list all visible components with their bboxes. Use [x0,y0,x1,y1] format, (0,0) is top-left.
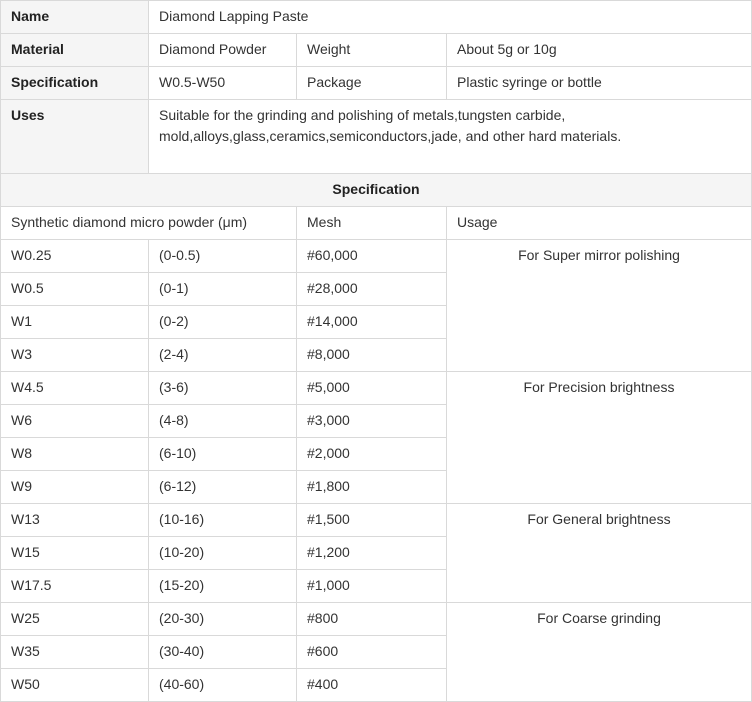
micron-range-cell: (4-8) [149,405,297,438]
spec-row [1,504,752,537]
usage-group-cell: For General brightness [447,504,752,603]
uses-row [1,100,752,174]
mesh-cell: #14,000 [297,306,447,339]
weight-label: Weight [297,34,447,67]
mesh-cell: #2,000 [297,438,447,471]
section-title: Specification [1,174,752,207]
mesh-cell: #8,000 [297,339,447,372]
micron-range-cell: (10-20) [149,537,297,570]
grade-cell: W13 [1,504,149,537]
package-label: Package [297,67,447,100]
mesh-cell: #400 [297,669,447,702]
name-row [1,1,752,34]
grade-cell: W25 [1,603,149,636]
uses-value: Suitable for the grinding and polishing of metals,tungsten carbide, mold,alloys,glass,ceramics,semiconductors,jade, and other hard materials. [149,100,752,174]
mesh-cell: #800 [297,603,447,636]
grade-cell: W3 [1,339,149,372]
grade-cell: W1 [1,306,149,339]
material-value: Diamond Powder [149,34,297,67]
column-header-row [1,207,752,240]
grade-cell: W0.25 [1,240,149,273]
grade-cell: W6 [1,405,149,438]
micron-range-cell: (2-4) [149,339,297,372]
mesh-cell: #5,000 [297,372,447,405]
micron-range-cell: (20-30) [149,603,297,636]
mesh-cell: #1,500 [297,504,447,537]
mesh-cell: #1,800 [297,471,447,504]
micron-range-cell: (6-10) [149,438,297,471]
mesh-cell: #1,200 [297,537,447,570]
mesh-cell: #1,000 [297,570,447,603]
micron-range-cell: (40-60) [149,669,297,702]
specification-value: W0.5-W50 [149,67,297,100]
grade-cell: W9 [1,471,149,504]
grade-cell: W4.5 [1,372,149,405]
micron-range-cell: (3-6) [149,372,297,405]
package-value: Plastic syringe or bottle [447,67,752,100]
section-header-row [1,174,752,207]
spec-row [1,372,752,405]
specification-label: Specification [1,67,149,100]
micron-range-cell: (6-12) [149,471,297,504]
column-header-usage: Usage [447,207,752,240]
weight-value: About 5g or 10g [447,34,752,67]
spec-rows [1,240,752,702]
spec-row [1,240,752,273]
micron-range-cell: (15-20) [149,570,297,603]
mesh-cell: #28,000 [297,273,447,306]
name-label: Name [1,1,149,34]
column-header-powder: Synthetic diamond micro powder (μm) [1,207,297,240]
mesh-cell: #3,000 [297,405,447,438]
specification-row [1,67,752,100]
spec-row [1,603,752,636]
uses-label: Uses [1,100,149,174]
column-header-mesh: Mesh [297,207,447,240]
micron-range-cell: (0-2) [149,306,297,339]
micron-range-cell: (0-0.5) [149,240,297,273]
micron-range-cell: (10-16) [149,504,297,537]
material-label: Material [1,34,149,67]
usage-group-cell: For Precision brightness [447,372,752,504]
usage-group-cell: For Coarse grinding [447,603,752,702]
usage-group-cell: For Super mirror polishing [447,240,752,372]
micron-range-cell: (30-40) [149,636,297,669]
grade-cell: W17.5 [1,570,149,603]
mesh-cell: #600 [297,636,447,669]
grade-cell: W8 [1,438,149,471]
mesh-cell: #60,000 [297,240,447,273]
material-row [1,34,752,67]
grade-cell: W15 [1,537,149,570]
grade-cell: W35 [1,636,149,669]
name-value: Diamond Lapping Paste [149,1,752,34]
grade-cell: W50 [1,669,149,702]
grade-cell: W0.5 [1,273,149,306]
micron-range-cell: (0-1) [149,273,297,306]
